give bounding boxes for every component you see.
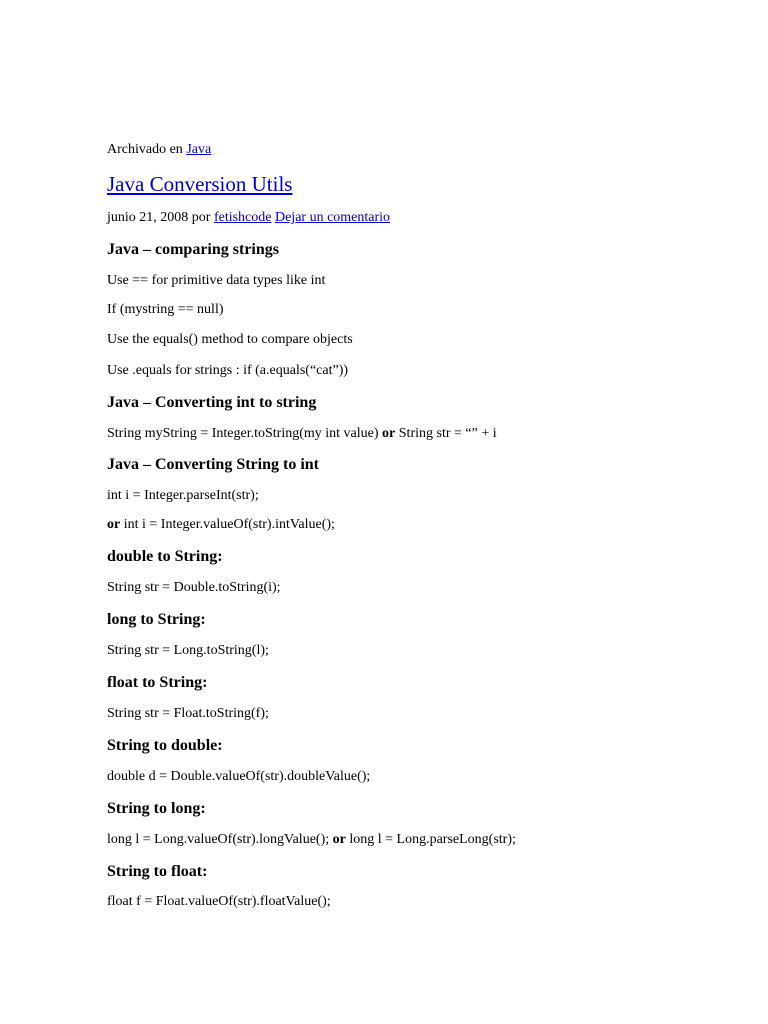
post-date: junio 21, 2008	[107, 210, 189, 225]
text-comparing-3: Use the equals() method to compare objects	[107, 332, 353, 347]
text-string-to-long	[107, 832, 516, 848]
post-title-link[interactable]: Java Conversion Utils	[107, 172, 293, 196]
text-double-to-string: String str = Double.toString(i);	[107, 580, 281, 595]
text-float-to-string: String str = Float.toString(f);	[107, 706, 269, 721]
heading-float-to-string: float to String:	[107, 674, 208, 691]
text-string-to-int-1: int i = Integer.parseInt(str);	[107, 488, 259, 503]
archive-prefix: Archivado en	[107, 142, 183, 157]
post-title	[107, 172, 292, 196]
text-string-to-int-2	[107, 517, 335, 533]
category-link-java[interactable]: Java	[186, 142, 212, 157]
heading-long-to-string: long to String:	[107, 611, 206, 628]
or-keyword: or	[332, 832, 346, 847]
archive-line	[107, 142, 211, 158]
heading-string-to-double: String to double:	[107, 737, 223, 754]
text-comparing-4: Use .equals for strings : if (a.equals(“cat”))	[107, 363, 349, 378]
post-meta	[107, 210, 390, 226]
author-link[interactable]: fetishcode	[213, 210, 272, 225]
text-comparing-1: Use == for primitive data types like int	[107, 273, 326, 288]
heading-string-to-int: Java – Converting String to int	[107, 456, 319, 473]
heading-int-to-string: Java – Converting int to string	[107, 394, 317, 411]
code-string-to-int-2: int i = Integer.valueOf(str).intValue();	[123, 517, 335, 532]
text-string-to-double: double d = Double.valueOf(str).doubleValue();	[107, 769, 371, 784]
or-keyword: or	[382, 426, 396, 441]
code-string-to-long-b: long l = Long.parseLong(str);	[349, 832, 516, 847]
code-int-to-string-b: String str = “” + i	[398, 426, 497, 441]
heading-comparing-strings: Java – comparing strings	[107, 241, 279, 258]
text-string-to-float: float f = Float.valueOf(str).floatValue();	[107, 894, 331, 909]
post-by: por	[191, 210, 211, 225]
text-comparing-2: If (mystring == null)	[107, 302, 224, 317]
code-string-to-long-a: long l = Long.valueOf(str).longValue();	[107, 832, 330, 847]
text-long-to-string: String str = Long.toString(l);	[107, 643, 269, 658]
heading-string-to-float: String to float:	[107, 863, 208, 880]
code-int-to-string-a: String myString = Integer.toString(my int value)	[107, 426, 379, 441]
heading-double-to-string: double to String:	[107, 548, 223, 565]
heading-string-to-long: String to long:	[107, 800, 206, 817]
leave-comment-link[interactable]: Dejar un comentario	[274, 210, 391, 225]
or-keyword: or	[107, 517, 121, 532]
text-int-to-string	[107, 426, 497, 442]
